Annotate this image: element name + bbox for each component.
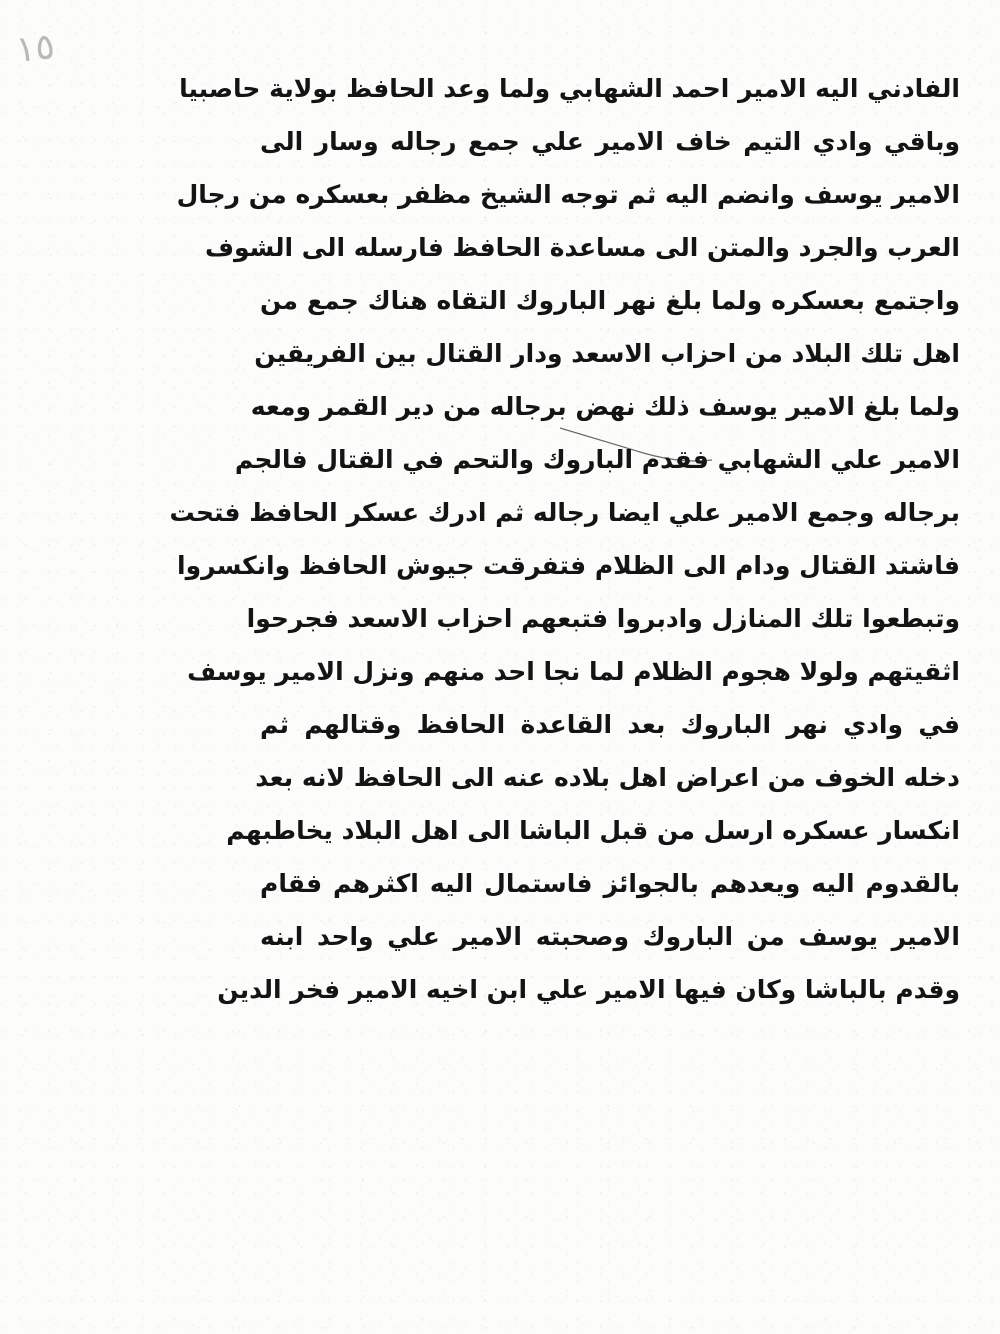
text-line: بالقدوم اليه ويعدهم بالجوائز فاستمال اليه اكثرهم فقام [260,869,960,898]
text-line: فاشتد القتال ودام الى الظلام فتفرقت جيوش الحافظ وانكسروا [177,551,960,580]
text-line: واجتمع بعسكره ولما بلغ نهر الباروك التقاه هناك جمع من [260,286,960,315]
text-line: الفادني اليه الامير احمد الشهابي ولما وعد الحافظ بولاية حاصبيا [179,74,960,103]
text-line: العرب والجرد والمتن الى مساعدة الحافظ فارسله الى الشوف [204,233,960,262]
text-line: وتبطعوا تلك المنازل وادبروا فتبعهم احزاب الاسعد فجرحوا [246,604,960,633]
text-line: انكسار عسكره ارسل من قبل الباشا الى اهل البلاد يخاطبهم [226,816,960,845]
manuscript-text [169,62,960,1016]
text-line: وقدم بالباشا وكان فيها الامير علي ابن اخيه الامير فخر الدين [217,975,960,1004]
text-line: برجاله وجمع الامير علي ايضا رجاله ثم ادرك عسكر الحافظ فتحت [169,498,960,527]
text-line: ولما بلغ الامير يوسف ذلك نهض برجاله من دير القمر ومعه [250,392,960,421]
text-line: الامير يوسف وانضم اليه ثم توجه الشيخ مظفر بعسكره من رجال [176,180,960,209]
text-line: دخله الخوف من اعراض اهل بلاده عنه الى الحافظ لانه بعد [255,763,960,792]
folio-number: ١٥ [13,26,57,71]
text-line: في وادي نهر الباروك بعد القاعدة الحافظ وقتالهم ثم [260,710,960,739]
text-line: اثقيتهم ولولا هجوم الظلام لما نجا احد منهم ونزل الامير يوسف [187,657,960,686]
text-line: الامير علي الشهابي فقدم الباروك والتحم في القتال فالجم [234,445,960,474]
text-line: الامير يوسف من الباروك وصحبته الامير علي واحد ابنه [260,922,960,951]
text-line: وباقي وادي التيم خاف الامير علي جمع رجاله وسار الى [260,127,960,156]
text-line: اهل تلك البلاد من احزاب الاسعد ودار القتال بين الفريقين [254,339,960,368]
